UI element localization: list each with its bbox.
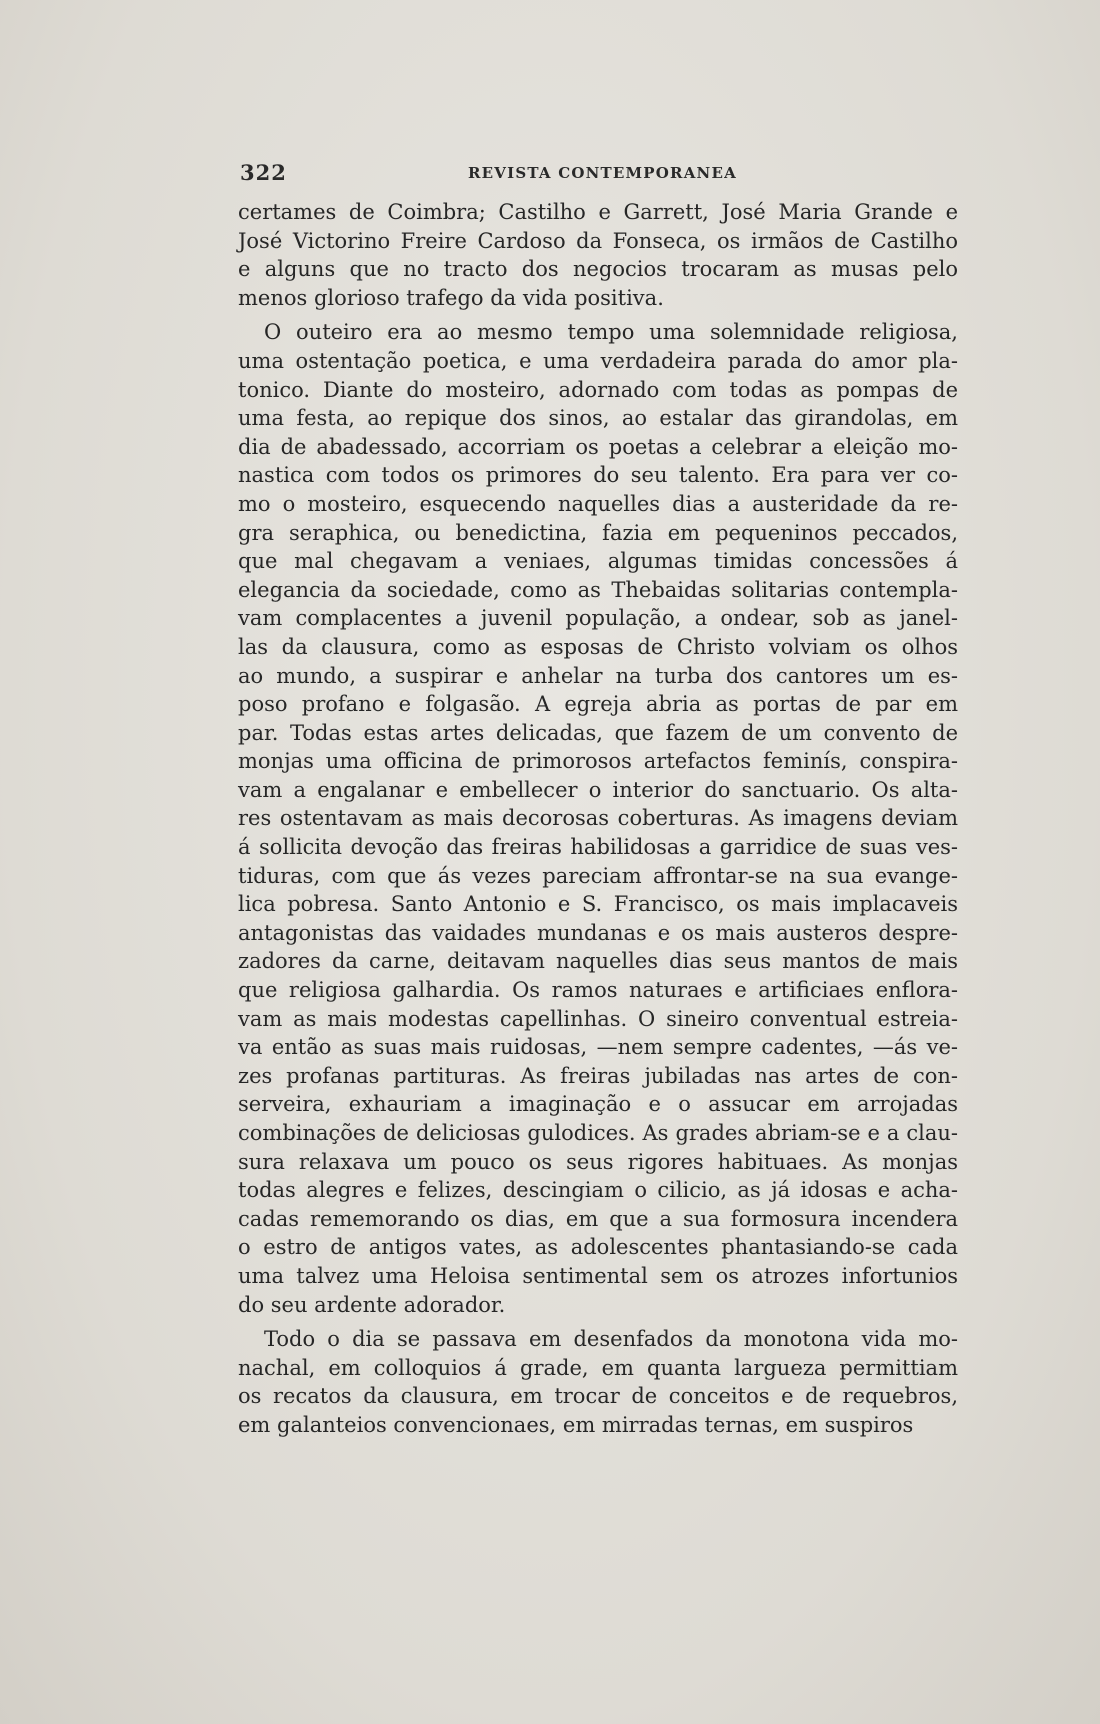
- text-line: dia de abadessado, accorriam os poetas a celebrar a eleição mo-: [238, 434, 958, 459]
- text-line: uma festa, ao repique dos sinos, ao estalar das girandolas, em: [238, 406, 958, 431]
- text-line: mo o mosteiro, esquecendo naquelles dias a austeridade da re-: [238, 491, 958, 516]
- body-text: [238, 198, 958, 1440]
- text-line: uma talvez uma Heloisa sentimental sem os atrozes infortunios: [238, 1263, 958, 1288]
- text-line: certames de Coimbra; Castilho e Garrett, José Maria Grande e: [238, 200, 958, 224]
- text-line: sura relaxava um pouco os seus rigores habituaes. As monjas: [238, 1149, 958, 1174]
- text-line: res ostentavam as mais decorosas coberturas. As imagens deviam: [238, 806, 958, 831]
- text-line: par. Todas estas artes delicadas, que fazem de um convento de: [238, 720, 958, 745]
- text-line: ao mundo, a suspirar e anhelar na turba dos cantores um es-: [238, 663, 958, 688]
- text-line: todas alegres e felizes, descingiam o cilicio, as já idosas e acha-: [238, 1178, 958, 1203]
- text-line: combinações de deliciosas gulodices. As grades abriam-se e a clau-: [238, 1121, 958, 1145]
- text-line: o estro de antigos vates, as adolescentes phantasiando-se cada: [238, 1235, 958, 1260]
- paragraph: [238, 318, 958, 1319]
- text-line: antagonistas das vaidades mundanas e os mais austeros despre-: [238, 920, 958, 945]
- text-line: os recatos da clausura, em trocar de conceitos e de requebros,: [238, 1384, 958, 1409]
- running-title: REVISTA CONTEMPORANEA: [468, 164, 737, 182]
- text-line: tiduras, com que ás vezes pareciam affrontar-se na sua evange-: [238, 863, 958, 888]
- text-line: Todo o dia se passava em desenfados da monotona vida mo-: [264, 1327, 958, 1352]
- text-line: poso profano e folgasão. A egreja abria as portas de par em: [238, 692, 958, 717]
- text-line: serveira, exhauriam a imaginação e o assucar em arrojadas: [238, 1092, 958, 1117]
- text-line: zes profanas partituras. As freiras jubiladas nas artes de con-: [238, 1063, 958, 1088]
- page-header: [240, 160, 965, 190]
- paragraph: [238, 198, 958, 312]
- text-line: á sollicita devoção das freiras habilidosas a garridice de suas ves-: [238, 835, 958, 860]
- text-line: do seu ardente adorador.: [238, 1292, 506, 1317]
- text-line: elegancia da sociedade, como as Thebaidas solitarias contempla-: [238, 577, 958, 602]
- text-line: las da clausura, como as esposas de Christo volviam os olhos: [238, 634, 958, 659]
- text-line: lica pobresa. Santo Antonio e S. Francisco, os mais implacaveis: [238, 892, 958, 917]
- text-line: cadas rememorando os dias, em que a sua formosura incendera: [238, 1206, 958, 1231]
- text-line: monjas uma officina de primorosos artefactos feminís, conspira-: [238, 749, 958, 774]
- paragraph: [238, 1325, 958, 1439]
- text-line: menos glorioso trafego da vida positiva.: [238, 285, 664, 310]
- text-line: tonico. Diante do mosteiro, adornado com todas as pompas de: [238, 377, 958, 402]
- text-line: que religiosa galhardia. Os ramos naturaes e artificiaes enflora-: [238, 978, 958, 1003]
- text-line: nastica com todos os primores do seu talento. Era para ver co-: [238, 463, 958, 488]
- text-line: va então as suas mais ruidosas, —nem sempre cadentes, —ás ve-: [238, 1035, 958, 1060]
- text-line: O outeiro era ao mesmo tempo uma solemnidade religiosa,: [264, 320, 958, 345]
- text-line: que mal chegavam a veniaes, algumas timidas concessões á: [238, 549, 958, 574]
- text-line: vam complacentes a juvenil população, a ondear, sob as janel-: [238, 606, 958, 631]
- text-line: vam a engalanar e embellecer o interior do sanctuario. Os alta-: [238, 777, 958, 802]
- text-line: zadores da carne, deitavam naquelles dias seus mantos de mais: [238, 949, 958, 974]
- text-line: José Victorino Freire Cardoso da Fonseca, os irmãos de Castilho: [238, 228, 958, 253]
- text-line: nachal, em colloquios á grade, em quanta largueza permittiam: [238, 1355, 958, 1380]
- text-line: gra seraphica, ou benedictina, fazia em pequeninos peccados,: [238, 520, 958, 545]
- text-line: em galanteios convencionaes, em mirradas ternas, em suspiros: [238, 1412, 914, 1437]
- text-line: uma ostentação poetica, e uma verdadeira parada do amor pla-: [238, 348, 958, 373]
- text-line: vam as mais modestas capellinhas. O sineiro conventual estreia-: [238, 1006, 958, 1031]
- text-line: e alguns que no tracto dos negocios trocaram as musas pelo: [238, 257, 958, 282]
- page-number: 322: [240, 160, 287, 185]
